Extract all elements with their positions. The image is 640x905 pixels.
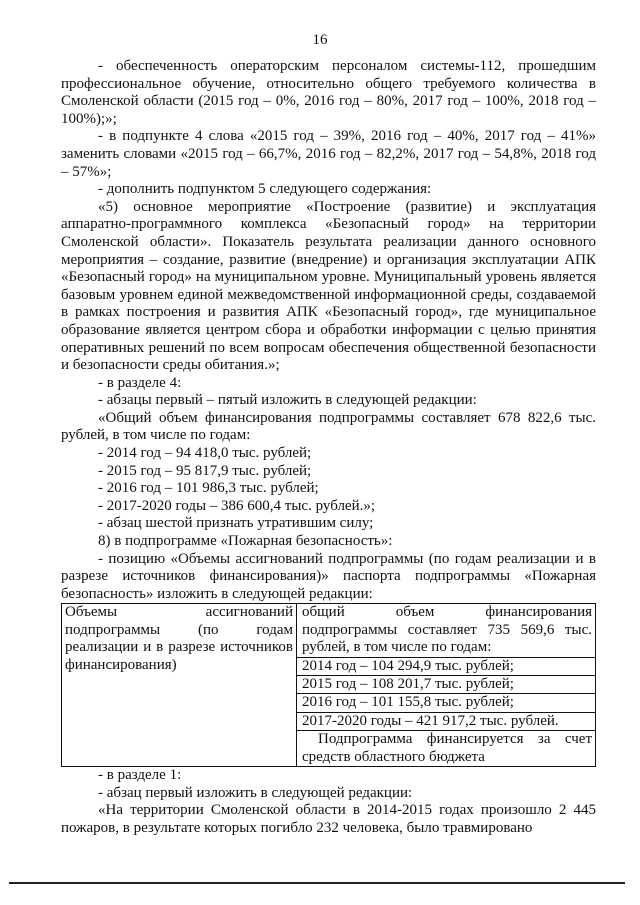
paragraph-subitem-4-replace: - в подпункте 4 слова «2015 год – 39%, 2016 год – 40%, 2017 год – 41%» заменить словами «2015 год – 66,7%, 2016 год – 82,2%, 2017 год – 54,8%, 2018 год – 57%»; [61, 128, 596, 180]
table-right-line: Подпрограмма финансируется за счет средств областного бюджета [302, 731, 592, 765]
paragraph-total-funding: «Общий объем финансирования подпрограммы составляет 678 822,6 тыс. рублей, в том числе по годам: [61, 409, 596, 444]
document-body [61, 58, 596, 837]
passport-table [61, 603, 596, 767]
paragraph-add-subitem-5: - дополнить подпунктом 5 следующего содержания: [98, 181, 432, 198]
paragraph-section-1: - в разделе 1: [98, 767, 182, 784]
table-right-line: 2015 год – 108 201,7 тыс. рублей; [297, 676, 595, 694]
bottom-divider [9, 882, 625, 884]
paragraph-item-8-fire-safety: 8) в подпрограмме «Пожарная безопасность»: [98, 533, 393, 550]
paragraph-passport-position: - позицию «Объемы ассигнований подпрограммы (по годам реализации и в разрезе источников финансирования)» паспорта подпрограммы «Пожарная безопасность» изложить в следующей редакции: [61, 550, 596, 602]
paragraph-abzats-1-5: - абзацы первый – пятый изложить в следующей редакции: [98, 392, 477, 409]
table-right-line: общий объем финансирования подпрограммы составляет 735 569,6 тыс. рублей, в том числе по годам: [297, 604, 595, 657]
table-row [62, 604, 596, 767]
table-cell-left: Объемы ассигнований подпрограммы (по годам реализации и в разрезе источников финансирования) [62, 604, 297, 767]
paragraph-operator-staff: - обеспеченность операторским персоналом системы-112, прошедшим профессиональное обучение, относительно общего требуемого количества в Смоленской области (2015 год – 0%, 2016 год – 80%, 2017 год – 100%, 2018 год – 100%);»; [61, 58, 596, 127]
paragraph-abzats-6: - абзац шестой признать утратившим силу; [98, 515, 374, 532]
page-number: 16 [312, 32, 328, 48]
table-right-line: 2014 год – 104 294,9 тыс. рублей; [297, 658, 595, 676]
paragraph-section-4: - в разделе 4: [98, 374, 182, 391]
paragraph-year-2016: - 2016 год – 101 986,3 тыс. рублей; [98, 480, 319, 497]
paragraph-fires-stat: «На территории Смоленской области в 2014-2015 годах произошло 2 445 пожаров, в результате которых погибло 232 человека, было травмировано [61, 802, 596, 836]
table-cell-right [297, 604, 596, 767]
table-right-line: 2016 год – 101 155,8 тыс. рублей; [297, 694, 595, 712]
paragraph-year-2015: - 2015 год – 95 817,9 тыс. рублей; [98, 462, 312, 479]
paragraph-years-2017-2020: - 2017-2020 годы – 386 600,4 тыс. рублей.»; [98, 497, 376, 514]
paragraph-safe-city: «5) основное мероприятие «Построение (развитие) и эксплуатация аппаратно-программного комплекса «Безопасный город» на территории Смоленской области». Показатель результата реализации данного основного мероприятия – создание, развитие (внедрение) и организация эксплуатации АПК «Безопасный город» на муниципальном уровне. Муниципальный уровень является базовым уровнем единой межведомственной информационной среды, создаваемой в рамках построения и развития АПК «Безопасный город», где муниципальное образование является центром сбора и обработки информации с целью принятия оперативных решений по всем вопросам обеспечения общественной безопасности и безопасности среды обитания.»; [61, 198, 596, 374]
paragraph-year-2014: - 2014 год – 94 418,0 тыс. рублей; [98, 445, 312, 462]
table-right-line: 2017-2020 годы – 421 917,2 тыс. рублей. [297, 713, 595, 731]
paragraph-abzats-1: - абзац первый изложить в следующей редакции: [98, 784, 413, 801]
